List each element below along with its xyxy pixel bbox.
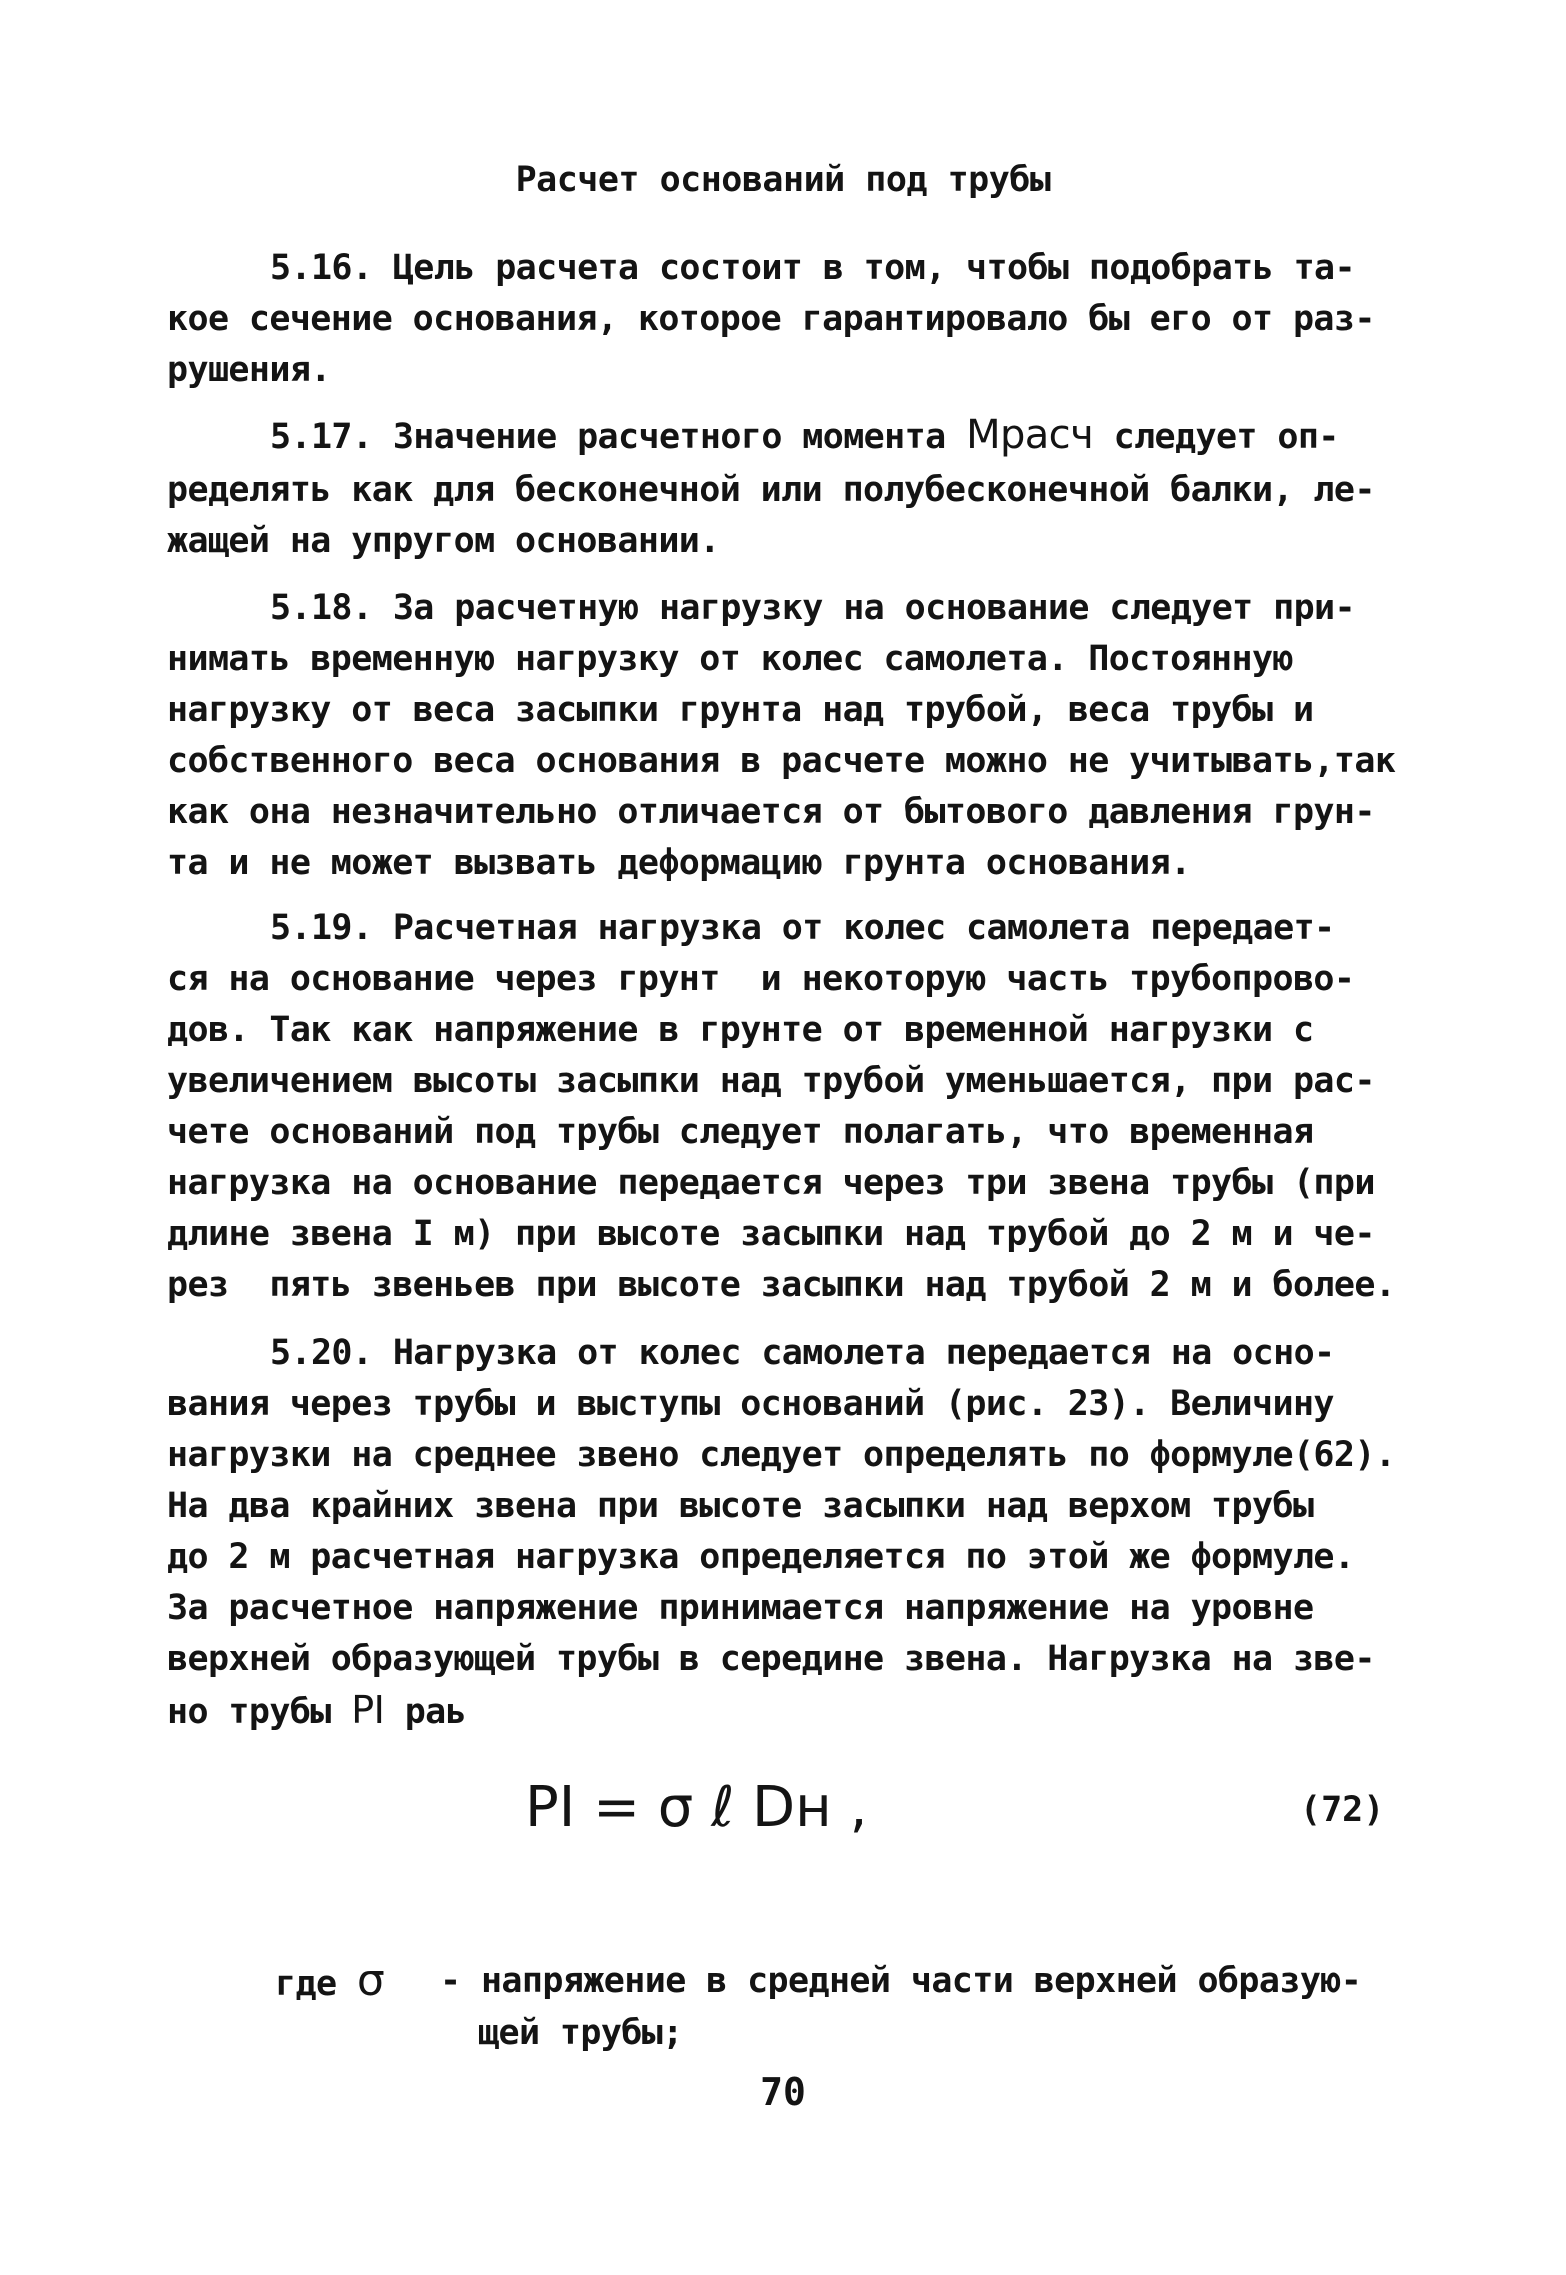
paragraph-line: 5.16. Цель расчета состоит в том, чтобы подобрать та- [270,248,1356,288]
paragraph-line: 5.19. Расчетная нагрузка от колес самолета передает- [270,908,1335,948]
paragraph-line: верхней образующей трубы в середине звена. Нагрузка на зве- [167,1639,1375,1679]
paragraph-line: длине звена I м) при высоте засыпки над трубой до 2 м и че- [167,1214,1375,1254]
paragraph-line: как она незначительно отличается от бытового давления грун- [167,792,1375,832]
paragraph-line: За расчетное напряжение принимается напряжение на уровне [167,1588,1314,1628]
paragraph-line: 5.20. Нагрузка от колес самолета передается на осно- [270,1333,1335,1373]
moment-symbol: Mрасч [966,412,1094,458]
paragraph-text: следует оп- [1113,417,1339,457]
paragraph-line [270,412,1339,460]
paragraph-line: чете оснований под трубы следует полагать, что временная [167,1112,1314,1152]
paragraph-line: ределять как для бесконечной или полубесконечной балки, ле- [167,470,1375,510]
paragraph-line: собственного веса основания в расчете можно не учитывать,так [167,741,1396,781]
paragraph-line: нагрузка на основание передается через три звена трубы (при [167,1163,1375,1203]
paragraph-line: увеличением высоты засыпки над трубой уменьшается, при рас- [167,1061,1375,1101]
paragraph-line: рушения. [167,350,331,390]
where-definition-line: - напряжение в средней части верхней образую- [440,1961,1362,2001]
paragraph-line: нагрузку от веса засыпки грунта над трубой, веса трубы и [167,690,1314,730]
paragraph-line [167,1687,466,1735]
paragraph-line: та и не может вызвать деформацию грунта основания. [167,843,1191,883]
where-label [275,1955,385,2007]
paragraph-line: дов. Так как напряжение в грунте от временной нагрузки с [167,1010,1314,1050]
paragraph-line: На два крайних звена при высоте засыпки над верхом трубы [167,1486,1314,1526]
section-heading: Расчет оснований под трубы [515,160,1051,200]
paragraph-line: до 2 м расчетная нагрузка определяется по этой же формуле. [167,1537,1355,1577]
where-definition-line: щей трубы; [478,2013,683,2053]
paragraph-line: жащей на упругом основании. [167,521,720,561]
paragraph-line: нагрузки на среднее звено следует определять по формуле(62). [167,1435,1396,1475]
page-number: 70 [760,2070,806,2114]
paragraph-line: 5.18. За расчетную нагрузку на основание следует при- [270,588,1356,628]
where-prefix: где [275,1964,337,2004]
formula-number: (72) [1300,1790,1385,1830]
paragraph-line: ся на основание через грунт и некоторую часть трубопрово- [167,959,1355,999]
paragraph-line: нимать временную нагрузку от колес самолета. Постоянную [167,639,1293,679]
paragraph-line: кое сечение основания, которое гарантировало бы его от раз- [167,299,1375,339]
formula: PI = σ ℓ Dн , [525,1775,868,1840]
paragraph-text: но трубы [167,1692,331,1732]
paragraph-line: рез пять звеньев при высоте засыпки над трубой 2 м и более. [167,1265,1396,1305]
load-symbol: PI [351,1688,385,1732]
paragraph-line: вания через трубы и выступы оснований (рис. 23). Величину [167,1384,1334,1424]
sigma-symbol: σ [356,1955,385,2006]
paragraph-text: 5.17. Значение расчетного момента [270,417,946,457]
paragraph-text: раь [404,1692,467,1732]
